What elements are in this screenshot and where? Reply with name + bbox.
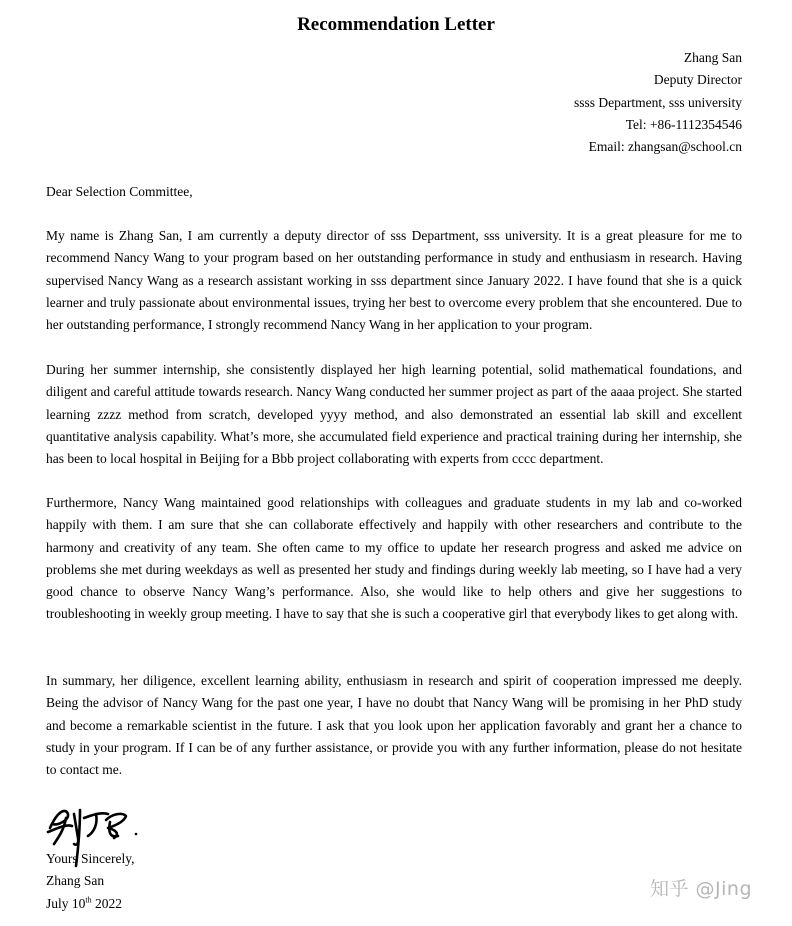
date-year: 2022 [91, 895, 122, 911]
body-paragraph-3: Furthermore, Nancy Wang maintained good relationships with colleagues and graduate students in my lab and co-worked happily with them. I am sure that she can collaborate effectively and happily with other researchers and contribute to the harmony and creativity of any team. She often came to my office to update her research progress and asked me advice on problems she met during weekdays as well as presented her study and findings during weekly lab meeting, so I have had a very good chance to observe Nancy Wang’s performance. Also, she would like to help others and give her suggestions to troubleshooting in weekly group meeting. I have to say that she is such a cooperative girl that everybody likes to get along with. [46, 495, 742, 622]
sender-tel: Tel: +86-1112354546 [625, 116, 742, 132]
watermark: 知乎 @Jing [650, 878, 753, 900]
date-month-day: July 10 [46, 895, 86, 911]
body-paragraph-1: My name is Zhang San, I am currently a deputy director of sss Department, sss university. It is a great pleasure for me to recommend Nancy Wang to your program based on her outstanding performance in study and enthusiasm in research. Having supervised Nancy Wang as a research assistant working in sss department since January 2022. I have found that she is a quick learner and truly passionate about environmental issues, trying her best to overcome every problem that she encountered. Due to her outstanding performance, I strongly recommend Nancy Wang in her application to your program. [46, 228, 742, 333]
date-suffix: th [85, 895, 92, 905]
body-paragraph-4: In summary, her diligence, excellent learning ability, enthusiasm in research and spirit of cooperation impressed me deeply. Being the advisor of Nancy Wang for the past one year, I have no doubt that Nancy Wang will be promising in her PhD study and become a remarkable scientist in the future. I ask that you look upon her application favorably and grant her a chance to study in your program. If I can be of any further assistance, or provide you with any further information, please do not hesitate to contact me. [46, 673, 742, 778]
closing-phrase: Yours Sincerely, [46, 851, 135, 866]
signature-name: Zhang San [46, 873, 105, 889]
salutation: Dear Selection Committee, [46, 184, 193, 199]
letter-title: Recommendation Letter [297, 14, 495, 35]
sender-email: Email: zhangsan@school.cn [588, 139, 742, 155]
sender-department: ssss Department, sss university [574, 94, 742, 110]
sender-block [574, 47, 742, 158]
closing-block [46, 848, 135, 915]
sender-name: Zhang San [683, 50, 742, 65]
letter-date [46, 893, 135, 915]
sender-position: Deputy Director [653, 72, 742, 88]
body-paragraph-2: During her summer internship, she consistently displayed her high learning potential, solid mathematical foundations, and diligent and careful attitude towards research. Nancy Wang conducted her summer project as part of the aaaa project. She started learning zzzz method from scratch, developed yyyy method, and also demonstrated an essential lab skill and excellent quantitative analysis capability. What’s more, she accumulated field experience and practical training during her internship, she has been to local hospital in Beijing for a Bbb project collaborating with experts from cccc department. [46, 362, 742, 467]
